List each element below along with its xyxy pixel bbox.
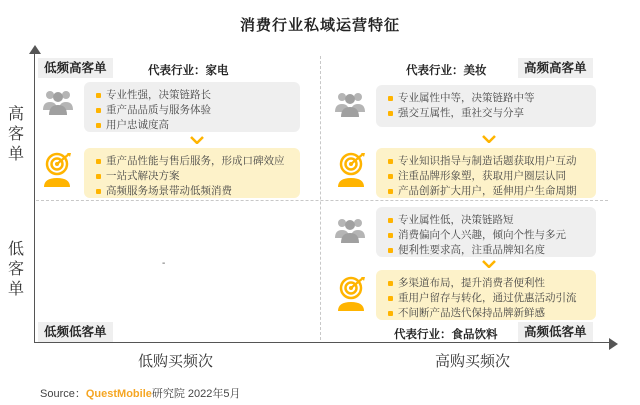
quadrant-tag-bottom-left: 低频低客单 bbox=[38, 322, 113, 342]
x-axis-arrow bbox=[609, 338, 618, 350]
list-item: 强交互属性，重社交与分享 bbox=[398, 106, 588, 121]
source-suffix: 研究院 2022年5月 bbox=[151, 388, 241, 400]
horizontal-divider bbox=[36, 200, 608, 201]
target-person-icon bbox=[40, 152, 74, 193]
list-item: 重用户留存与转化，通过优惠活动引流 bbox=[398, 291, 588, 306]
chevron-down-icon bbox=[482, 260, 496, 268]
y-label-high-char: 高 bbox=[7, 106, 24, 123]
rep-industry-top-right: 代表行业：美妆 bbox=[406, 65, 487, 77]
y-label-high-char: 客 bbox=[7, 126, 24, 143]
x-label-high: 高购买频次 bbox=[435, 353, 511, 370]
quadrant-tag-bottom-right: 高频低客单 bbox=[518, 322, 593, 342]
y-label-low-char: 客 bbox=[7, 261, 24, 278]
y-label-low bbox=[5, 240, 27, 300]
list-item: 重产品性能与售后服务，形成口碑效应 bbox=[106, 154, 292, 169]
y-label-low-char: 单 bbox=[7, 281, 24, 298]
vertical-divider bbox=[320, 56, 321, 340]
list-item: 用户忠诚度高 bbox=[106, 118, 292, 133]
source-note bbox=[40, 385, 241, 401]
list-item: 产品创新扩大用户，延伸用户生命周期 bbox=[398, 184, 588, 199]
list-item: 多渠道布局，提升消费者便利性 bbox=[398, 276, 588, 291]
y-label-low-char: 低 bbox=[7, 241, 24, 258]
people-group-icon bbox=[334, 88, 366, 123]
list-item: 消费偏向个人兴趣，倾向个性与多元 bbox=[398, 228, 588, 243]
chevron-down-icon bbox=[190, 136, 204, 144]
list-item: 重产品品质与服务体验 bbox=[106, 103, 292, 118]
rep-industry-bottom-right: 代表行业：食品饮料 bbox=[394, 329, 498, 341]
list-item: 不间断产品迭代保持品牌新鲜感 bbox=[398, 306, 588, 321]
source-prefix: Source： bbox=[40, 388, 86, 400]
traits-box-top-left bbox=[84, 82, 300, 132]
traits-box-bottom-right bbox=[376, 207, 596, 257]
target-person-icon bbox=[334, 152, 368, 193]
strategy-box-top-right bbox=[376, 148, 596, 198]
y-label-high-char: 单 bbox=[7, 146, 24, 163]
rep-industry-top-left: 代表行业：家电 bbox=[148, 65, 229, 77]
list-item: 专业属性中等，决策链路中等 bbox=[398, 91, 588, 106]
quadrant-tag-top-right: 高频高客单 bbox=[518, 58, 593, 78]
y-label-high bbox=[5, 105, 27, 165]
strategy-box-bottom-right bbox=[376, 270, 596, 320]
traits-box-top-right bbox=[376, 85, 596, 127]
brand-logo-text: QuestMobile bbox=[85, 388, 152, 400]
list-item: 一站式解决方案 bbox=[106, 169, 292, 184]
chevron-down-icon bbox=[482, 135, 496, 143]
list-item: 高频服务场景带动低频消费 bbox=[106, 184, 292, 199]
list-item: 专业属性低，决策链路短 bbox=[398, 213, 588, 228]
empty-placeholder: - bbox=[162, 258, 166, 269]
list-item: 专业性强，决策链路长 bbox=[106, 88, 292, 103]
quadrant-tag-top-left: 低频高客单 bbox=[38, 58, 113, 78]
target-person-icon bbox=[334, 276, 368, 317]
y-axis-arrow bbox=[29, 45, 41, 54]
people-group-icon bbox=[42, 86, 74, 121]
list-item: 专业知识指导与制造话题获取用户互动 bbox=[398, 154, 588, 169]
people-group-icon bbox=[334, 214, 366, 249]
page-title: 消费行业私域运营特征 bbox=[239, 17, 400, 34]
x-label-low: 低购买频次 bbox=[138, 353, 214, 370]
strategy-box-top-left bbox=[84, 148, 300, 198]
list-item: 注重品牌形象塑，获取用户圈层认同 bbox=[398, 169, 588, 184]
list-item: 便利性要求高，注重品牌知名度 bbox=[398, 243, 588, 258]
